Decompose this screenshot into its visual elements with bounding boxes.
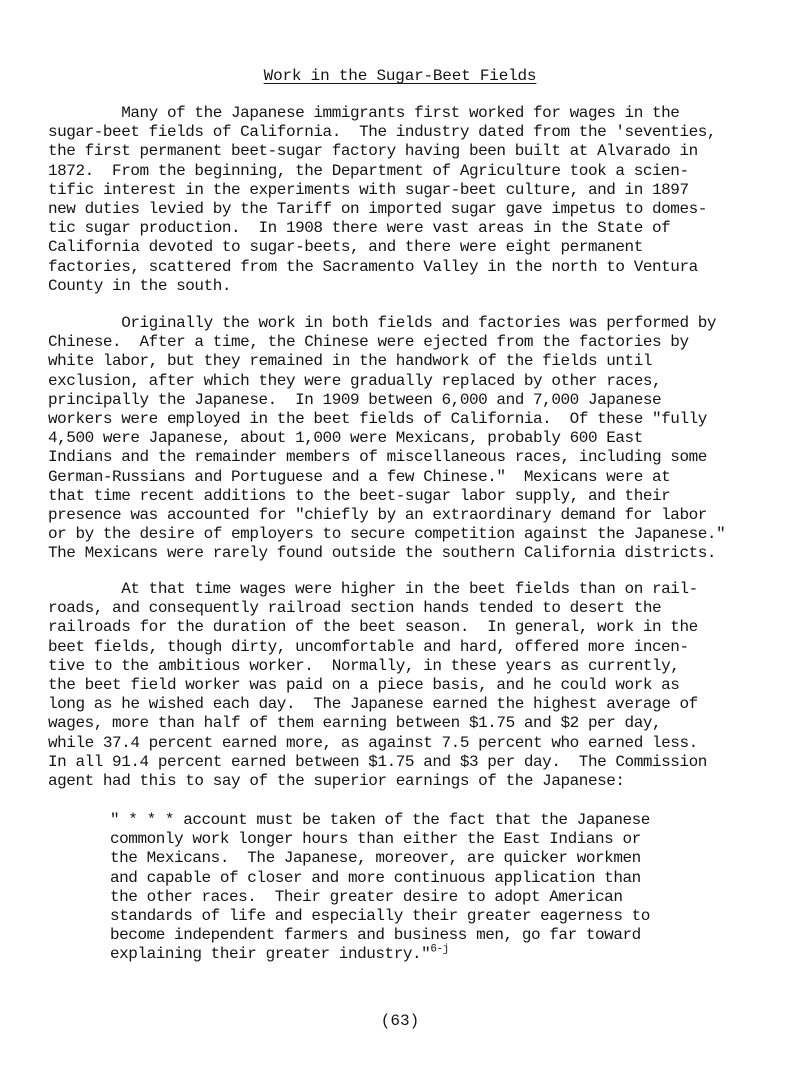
paragraph-line: that time recent additions to the beet-sugar labor supply, and their: [48, 486, 671, 505]
paragraph-line: presence was accounted for "chiefly by an extraordinary demand for labor: [48, 506, 707, 525]
footnote-marker: 6-j: [430, 944, 449, 957]
paragraph-line: tic sugar production. In 1908 there were vast areas in the State of: [48, 219, 671, 238]
paragraph-line: workers were employed in the beet fields of California. Of these "fully: [48, 410, 707, 429]
quote-line: the Mexicans. The Japanese, moreover, are quicker workmen: [110, 849, 641, 868]
quote-line-text: explaining their greater industry.": [110, 945, 431, 964]
paragraph-line: tive to the ambitious worker. Normally, in these years as currently,: [48, 656, 680, 675]
block-quote: [110, 811, 730, 965]
paragraph-line: while 37.4 percent earned more, as against 7.5 percent who earned less.: [48, 733, 698, 752]
paragraph-line: agent had this to say of the superior earnings of the Japanese:: [48, 772, 625, 791]
paragraph-line: Originally the work in both fields and factories was performed by: [48, 314, 717, 332]
paragraph-line: long as he wished each day. The Japanese earned the highest average of: [48, 695, 698, 714]
paragraph-line: Many of the Japanese immigrants first worked for wages in the: [48, 104, 680, 122]
paragraph-line: tific interest in the experiments with sugar-beet culture, and in 1897: [48, 180, 689, 199]
paragraph-line: roads, and consequently railroad section hands tended to desert the: [48, 599, 662, 618]
paragraph-line: In all 91.4 percent earned between $1.75 and $3 per day. The Commission: [48, 752, 707, 771]
paragraph-line: At that time wages were higher in the beet fields than on rail-: [48, 580, 698, 598]
paragraph-line: white labor, but they remained in the handwork of the fields until: [48, 352, 653, 371]
paragraph-line: beet fields, though dirty, uncomfortable and hard, offered more incen-: [48, 637, 689, 656]
quote-line: commonly work longer hours than either the East Indians or: [110, 830, 641, 849]
paragraph-line: the first permanent beet-sugar factory having been built at Alvarado in: [48, 142, 698, 161]
paragraph-line: sugar-beet fields of California. The industry dated from the 'seventies,: [48, 123, 717, 142]
paragraph-line: principally the Japanese. In 1909 between 6,000 and 7,000 Japanese: [48, 390, 662, 409]
quote-line-last: [110, 945, 730, 964]
quote-line: " * * * account must be taken of the fact that the Japanese: [110, 811, 650, 829]
page-number: (63): [380, 1012, 420, 1030]
paragraph-line: 1872. From the beginning, the Department of Agriculture took a scien-: [48, 161, 689, 180]
paragraph-line: California devoted to sugar-beets, and there were eight permanent: [48, 238, 643, 257]
quote-line: and capable of closer and more continuous application than: [110, 868, 641, 887]
paragraph-line: the beet field worker was paid on a piece basis, and he could work as: [48, 676, 680, 695]
paragraph-3: [48, 580, 758, 791]
paragraph-line: or by the desire of employers to secure competition against the Japanese.": [48, 525, 726, 544]
paragraph-line: exclusion, after which they were gradually replaced by other races,: [48, 371, 662, 390]
paragraph-line: Chinese. After a time, the Chinese were ejected from the factories by: [48, 333, 689, 352]
paragraph-2: [48, 314, 758, 564]
quote-line: standards of life and especially their greater eagerness to: [110, 907, 650, 926]
paragraph-line: 4,500 were Japanese, about 1,000 were Mexicans, probably 600 East: [48, 429, 643, 448]
quote-line: the other races. Their greater desire to adopt American: [110, 887, 623, 906]
paragraph-line: German-Russians and Portuguese and a few Chinese." Mexicans were at: [48, 467, 671, 486]
paragraph-line: railroads for the duration of the beet season. In general, work in the: [48, 618, 698, 637]
paragraph-line: new duties levied by the Tariff on imported sugar gave impetus to domes-: [48, 200, 707, 219]
quote-line: become independent farmers and business men, go far toward: [110, 926, 641, 945]
paragraph-line: Indians and the remainder members of miscellaneous races, including some: [48, 448, 707, 467]
section-title: Work in the Sugar-Beet Fields: [263, 67, 537, 85]
paragraph-line: factories, scattered from the Sacramento Valley in the north to Ventura: [48, 257, 698, 276]
paragraph-1: [48, 104, 758, 296]
paragraph-line: County in the south.: [48, 276, 232, 295]
paragraph-line: The Mexicans were rarely found outside the southern California districts.: [48, 544, 717, 563]
paragraph-line: wages, more than half of them earning between $1.75 and $2 per day,: [48, 714, 662, 733]
